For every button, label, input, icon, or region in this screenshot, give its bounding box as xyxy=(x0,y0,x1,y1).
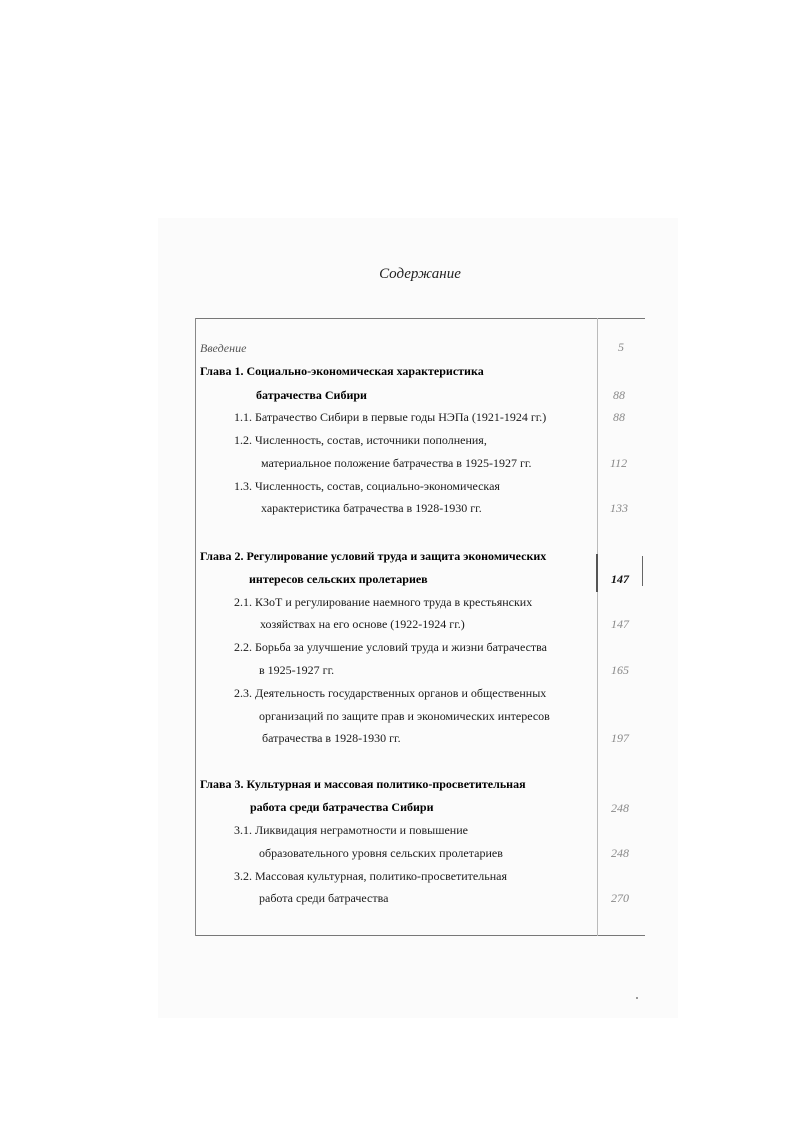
toc-section-2-2-page: 165 xyxy=(611,663,629,677)
margin-mark xyxy=(642,556,643,586)
toc-section-2-1-page: 147 xyxy=(611,617,629,631)
toc-section-2-3-line3: батрачества в 1928-1930 гг. xyxy=(262,731,401,745)
scan-speck xyxy=(636,997,638,999)
toc-intro-label: Введение xyxy=(200,341,247,355)
toc-section-2-3-line2: организаций по защите прав и экономических интересов xyxy=(259,709,550,723)
page-title: Содержание xyxy=(379,266,461,282)
toc-chapter1-page: 88 xyxy=(613,388,625,402)
toc-chapter2-page: 147 xyxy=(611,572,629,586)
toc-section-2-2-line2: в 1925-1927 гг. xyxy=(259,663,335,677)
toc-section-2-3-line1: 2.3. Деятельность государственных органов и общественных xyxy=(234,686,547,700)
toc-section-1-2-line2: материальное положение батрачества в 1925-1927 гг. xyxy=(261,456,532,470)
toc-chapter3-page: 248 xyxy=(611,801,629,815)
toc-section-1-2-page: 112 xyxy=(610,456,628,470)
toc-chapter3-line1: Глава 3. Культурная и массовая политико-просветительная xyxy=(200,777,526,791)
toc-section-3-1-page: 248 xyxy=(611,846,629,860)
toc-section-3-2-line2: работа среди батрачества xyxy=(259,891,389,905)
toc-section-1-3-line2: характеристика батрачества в 1928-1930 гг. xyxy=(261,501,482,515)
toc-section-3-2-page: 270 xyxy=(611,891,629,905)
page-column-separator xyxy=(597,318,598,936)
toc-section-2-1-line2: хозяйствах на его основе (1922-1924 гг.) xyxy=(260,617,465,631)
toc-section-2-1-line1: 2.1. КЗоТ и регулирование наемного труда в крестьянских xyxy=(234,595,533,609)
toc-chapter2-line2: интересов сельских пролетариев xyxy=(249,572,428,586)
table-top-border xyxy=(195,318,645,319)
toc-section-2-3-page: 197 xyxy=(611,731,629,745)
toc-section-3-1-line1: 3.1. Ликвидация неграмотности и повышение xyxy=(234,823,468,837)
toc-section-1-3-line1: 1.3. Численность, состав, социально-экономическая xyxy=(234,479,500,493)
toc-section-3-1-line2: образовательного уровня сельских пролетариев xyxy=(259,846,503,860)
toc-section-1-1-page: 88 xyxy=(613,410,625,424)
toc-intro-page: 5 xyxy=(618,340,624,354)
toc-section-1-2-line1: 1.2. Численность, состав, источники пополнения, xyxy=(234,433,487,447)
page-column-separator-dark xyxy=(596,554,598,592)
toc-section-1-3-page: 133 xyxy=(610,501,628,515)
toc-chapter1-line1: Глава 1. Социально-экономическая характеристика xyxy=(200,364,484,378)
toc-section-2-2-line1: 2.2. Борьба за улучшение условий труда и жизни батрачества xyxy=(234,640,547,654)
toc-section-3-2-line1: 3.2. Массовая культурная, политико-просветительная xyxy=(234,869,507,883)
table-left-border xyxy=(195,318,196,936)
toc-chapter2-line1: Глава 2. Регулирование условий труда и защита экономических xyxy=(200,549,547,563)
toc-chapter3-line2: работа среди батрачества Сибири xyxy=(250,800,434,814)
toc-section-1-1: 1.1. Батрачество Сибири в первые годы НЭПа (1921-1924 гг.) xyxy=(234,410,547,424)
table-bottom-border xyxy=(195,935,645,936)
toc-chapter1-line2: батрачества Сибири xyxy=(256,388,367,402)
